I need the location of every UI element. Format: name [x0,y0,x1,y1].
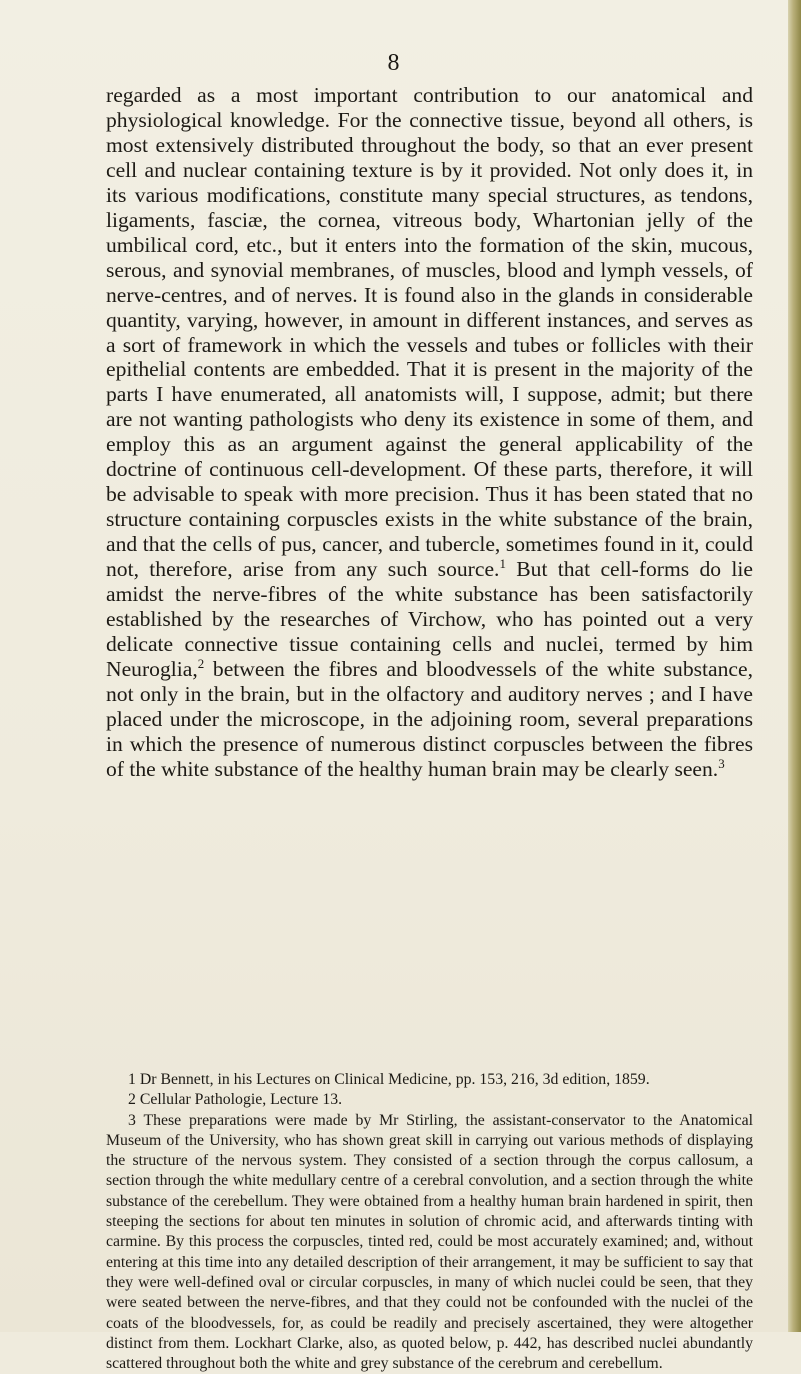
footnote-ref-2[interactable]: 2 [197,655,205,671]
body-sentence-2: But that cell-forms do lie amidst the nerve-fibres of the white substance has been satisfactorily established by the researches of Virchow, who has pointed out a very delicate connective tissue containing cells and nuclei, termed by him Neuroglia, [106,557,753,681]
footnote-3: 3 These preparations were made by Mr Stirling, the assistant-conservator to the Anatomical Museum of the University, who has shown great skill in carrying out various methods of displaying the structure of the nervous system. They consisted of a section through the corpus callosum, a section through the white medullary centre of a cerebral convolution, and a section through the white substance of the cerebellum. They were obtained from a healthy human brain hardened in spirit, then steeping the sections for about ten minutes in solution of chromic acid, and afterwards tinting with carmine. By this process the corpuscles, tinted red, could be most accurately examined; and, without entering at this time into any detailed description of their arrangement, it may be sufficient to say that they were well-defined oval or circular corpuscles, in many of which nuclei could be seen, that they were seated between the nerve-fibres, and that they could not be confounded with the nuclei of the coats of the bloodvessels, for, as could be readily and precisely ascertained, they were altogether distinct from them. Lockhart Clarke, also, as quoted below, p. 442, has described nuclei abundantly scattered throughout both the white and grey substance of the cerebrum and cerebellum. [106,1111,753,1373]
page-edge [788,0,801,1332]
page-number: 8 [387,50,401,76]
footnote-2: 2 Cellular Pathologie, Lecture 13. [128,1091,343,1109]
body-sentence-1: regarded as a most important contribution to our anatomical and physiological knowledge. For the connective tissue, beyond all others, is most extensively distributed throughout the body, so that an ever present cell and nuclear containing texture is by it provided. Not only does it, in its various modifications, constitute many special structures, as tendons, ligaments, fasciæ, the cornea, vitreous body, Whartonian jelly of the umbilical cord, etc., but it enters into the formation of the skin, mucous, serous, and synovial membranes, of muscles, blood and lymph vessels, of nerve-centres, and of nerves. It is found also in the glands in considerable quantity, varying, however, in amount in different instances, and serves as a sort of framework in which the vessels and tubes or follicles with their epithelial contents are embedded. That it is present in the majority of the parts I have enumerated, all anatomists will, I suppose, admit; but there are not wanting pathologists who deny its existence in some of them, and employ this as an argument against the general applicability of the doctrine of continuous cell-development. Of these parts, therefore, it will be advisable to speak with more precision. Thus it has been stated that no structure containing corpuscles exists in the white substance of the brain, and that the cells of pus, cancer, and tubercle, sometimes found in it, could not, therefore, arise from any such source. [106,83,753,582]
body-paragraph [106,83,753,782]
body-sentence-3: between the fibres and bloodvessels of the white substance, not only in the brain, but in the olfactory and auditory nerves ; and I have placed under the microscope, in the adjoining room, several preparations in which the presence of numerous distinct corpuscles between the fibres of the white substance of the healthy human brain may be clearly seen. [106,656,753,781]
footnote-ref-3[interactable]: 3 [718,755,725,771]
body-text [106,83,753,782]
footnote-1: 1 Dr Bennett, in his Lectures on Clinical Medicine, pp. 153, 216, 3d edition, 1859. [128,1071,650,1088]
footnotes [106,1070,753,1374]
footnote-ref-1[interactable]: 1 [499,555,506,571]
